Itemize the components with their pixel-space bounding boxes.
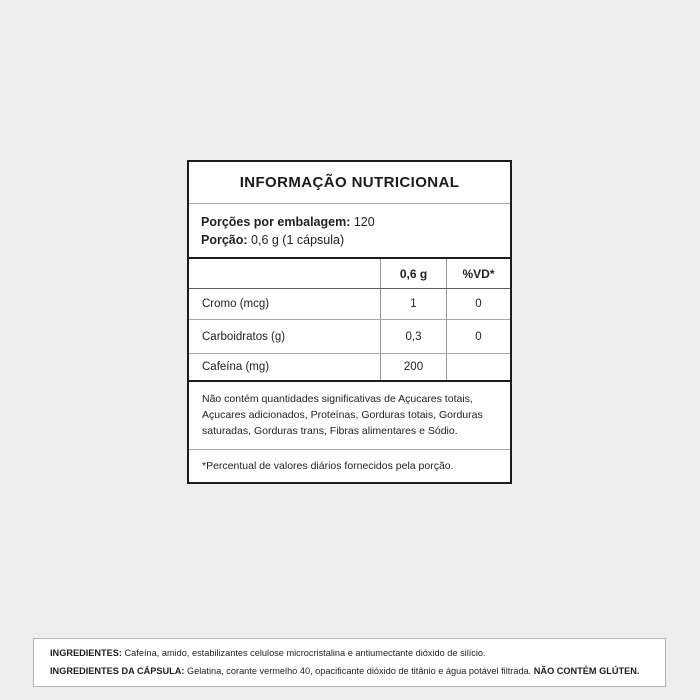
- no-significant-amounts-note: Não contém quantidades significativas de Açucares totais, Açucares adicionados, Proteínas, Gorduras totais, Gorduras saturadas, Gorduras trans, Fibras alimentares e Sódio.: [189, 382, 510, 449]
- gluten-free-statement: NÃO CONTÉM GLÚTEN.: [533, 666, 640, 676]
- capsule-ingredients-label: INGREDIENTES DA CÁPSULA:: [50, 666, 185, 676]
- header-amount-cell: 0,6 g: [380, 259, 446, 288]
- table-row-cafeina: [189, 354, 510, 382]
- servings-per-package-label: Porções por embalagem:: [201, 215, 351, 229]
- ingredients-line: [50, 644, 649, 662]
- portion-size-value: 0,6 g (1 cápsula): [251, 233, 345, 248]
- nutrient-amount: 0,3: [380, 320, 446, 353]
- nutrient-name: Cromo (mcg): [202, 298, 270, 311]
- header-dv-cell: %VD*: [446, 259, 510, 288]
- ingredients-label: INGREDIENTES:: [50, 648, 122, 658]
- nutrition-title: INFORMAÇÃO NUTRICIONAL: [189, 162, 510, 204]
- ingredients-text: Cafeína, amido, estabilizantes celulose microcristalina e antiumectante dióxido de silício.: [124, 648, 486, 658]
- nutrient-name: Cafeína (mg): [202, 361, 270, 374]
- servings-per-package-value: 120: [353, 215, 375, 229]
- ingredients-box: [33, 638, 666, 687]
- nutrient-amount: 200: [380, 354, 446, 380]
- capsule-ingredients-text: Gelatina, corante vermelho 40, opacificante dióxido de titânio e água potável filtrada.: [186, 666, 532, 676]
- capsule-ingredients-line: [50, 662, 649, 680]
- portion-size-label: Porção:: [201, 233, 248, 248]
- table-row-carboidratos: [189, 320, 510, 354]
- table-row-cromo: [189, 289, 510, 320]
- nutrient-name: Carboidratos (g): [202, 330, 286, 343]
- nutrient-amount: 1: [380, 289, 446, 319]
- nutrient-dv: 0: [446, 320, 510, 353]
- nutrient-dv: [446, 354, 510, 380]
- table-header-row: [189, 259, 510, 289]
- nutrition-facts-panel: [187, 160, 512, 484]
- daily-value-footnote: *Percentual de valores diários fornecidos pela porção.: [202, 459, 454, 472]
- header-blank-cell: [189, 259, 380, 288]
- servings-info: [189, 204, 510, 259]
- portion-size-line: [201, 231, 498, 249]
- nutrient-dv: 0: [446, 289, 510, 319]
- servings-per-package-line: [201, 213, 498, 231]
